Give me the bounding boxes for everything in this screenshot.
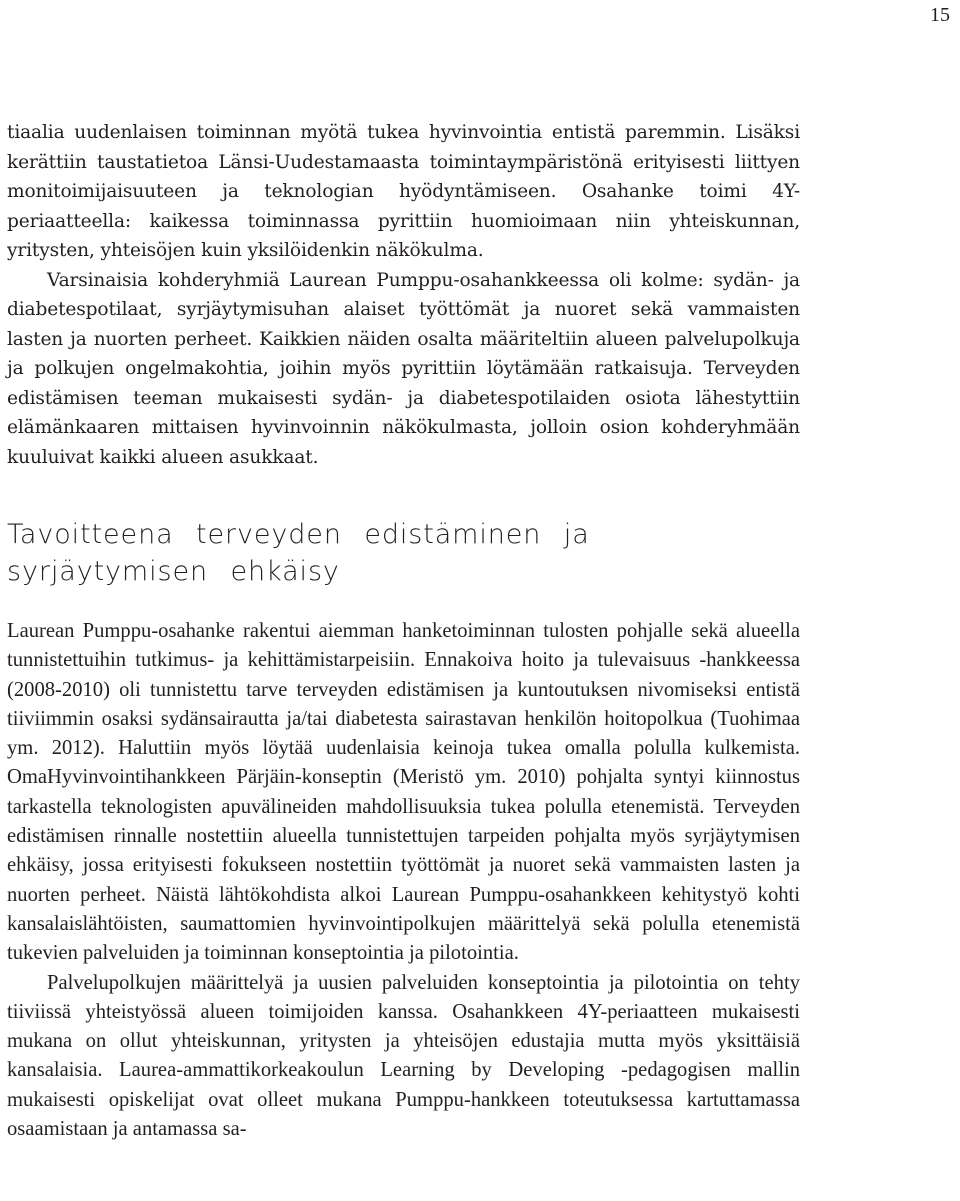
body-paragraph-4: Palvelupolkujen määrittelyä ja uusien palveluiden konseptointia ja pilotointia on tehty tiiviissä yhteistyössä alueen toimijoiden kanssa. Osahankkeen 4Y-periaatteen mukaisesti mukana on ollut yhteiskunnan, yritysten ja yhteisöjen edustajia mutta myös yksittäisiä kansalaisia. Laurea-ammattikorkeakoulun Learning by Developing -pedagogisen mallin mukaisesti opiskelijat ovat olleet mukana Pumppu-hankkeen toteutuksessa kartuttamassa osaamistaan ja antamassa sa- xyxy=(7,971,800,1141)
page-body xyxy=(7,118,800,1144)
body-paragraph-2: Varsinaisia kohderyhmiä Laurean Pumppu-osahankkeessa oli kolme: sydän- ja diabetespotilaat, syrjäytymisuhan alaiset työttömät ja nuoret sekä vammaisten lasten ja nuorten perheet. Kaikkien näiden osalta määriteltiin alueen palvelupolkuja ja polkujen ongelmakohtia, joihin myös pyrittiin löytämään ratkaisuja. Terveyden edistämisen teeman mukaisesti sydän- ja diabetespotilaiden osiota lähestyttiin elämänkaaren mittaisen hyvinvoinnin näkökulmasta, jolloin osion kohderyhmään kuuluivat kaikki alueen asukkaat. xyxy=(7,269,800,468)
section-heading: Tavoitteena terveyden edistäminen ja syrjäytymisen ehkäisy xyxy=(7,519,590,587)
body-paragraph-1: tiaalia uudenlaisen toiminnan myötä tukea hyvinvointia entistä paremmin. Lisäksi kerättiin taustatietoa Länsi-Uudestamaasta toimintaympäristönä erityisesti liittyen monitoimijaisuuteen ja teknologian hyödyntämiseen. Osahanke toimi 4Y-periaatteella: kaikessa toiminnassa pyrittiin huomioimaan niin yhteiskunnan, yritysten, yhteisöjen kuin yksilöidenkin näkökulma. xyxy=(7,122,800,261)
page-number: 15 xyxy=(930,4,950,26)
body-paragraph-3: Laurean Pumppu-osahanke rakentui aiemman hanketoiminnan tulosten pohjalle sekä alueella tunnistettuihin tutkimus- ja kehittämistarpeisiin. Ennakoiva hoito ja tulevaisuus -hankkeessa (2008-2010) oli tunnistettu tarve terveyden edistämisen ja kuntoutuksen nivomiseksi entistä tiiviimmin osaksi sydänsairautta ja/tai diabetesta sairastavan henkilön hoitopolkua (Tuohimaa ym. 2012). Haluttiin myös löytää uudenlaisia keinoja tukea omalla polulla kulkemista. OmaHyvinvointihankkeen Pärjäin-konseptin (Meristö ym. 2010) pohjalta syntyi kiinnostus tarkastella teknologisten apuvälineiden mahdollisuuksia tukea polulla etenemistä. Terveyden edistämisen rinnalle nostettiin alueella tunnistettujen tarpeiden pohjalta myös syrjäytymisen ehkäisy, jossa erityisesti fokukseen nostettiin työttömät ja nuoret sekä vammaisten lasten ja nuorten perheet. Näistä lähtökohdista alkoi Laurean Pumppu-osahankkeen kehitystyö kohti kansalaislähtöisten, saumattomien hyvinvointipolkujen määrittelyä sekä polulla etenemistä tukevien palveluiden ja toiminnan konseptointia ja pilotointia. xyxy=(7,620,800,965)
